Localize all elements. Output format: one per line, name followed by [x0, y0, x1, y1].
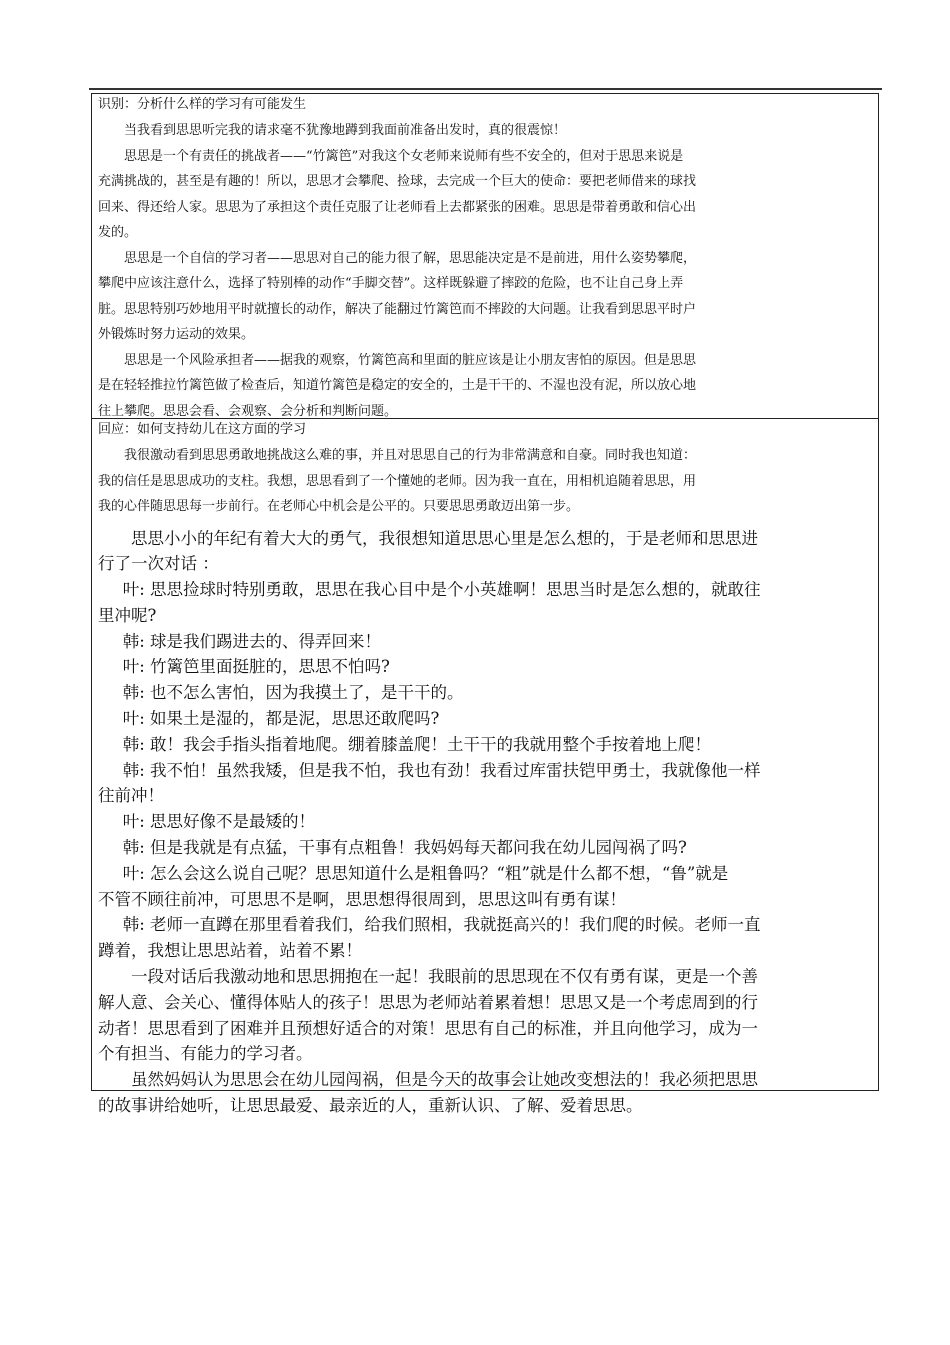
text-line: 虽然妈妈认为思思会在幼儿园闯祸，但是今天的故事会让她改变想法的！我必须把思思 — [131, 1070, 758, 1090]
respond-header: 回应：如何支持幼儿在这方面的学习 — [98, 422, 307, 437]
text-line: 我很激动看到思思勇敢地挑战这么难的事，并且对思思自己的行为非常满意和自豪。同时我也知道： — [124, 448, 697, 463]
text-line: 韩: 我不怕！虽然我矮，但是我不怕，我也有劲！我看过库雷扶铠甲勇士，我就像他一样 — [122, 760, 761, 780]
text-line: 里冲呢? — [98, 605, 157, 625]
text-line: 是在轻轻推拉竹篱笆做了检查后，知道竹篱笆是稳定的安全的，土是干干的、不湿也没有泥，所以放心地 — [98, 378, 697, 393]
text-line: 叶: 怎么会这么说自己呢？思思知道什么是粗鲁吗？“粗”就是什么都不想，“鲁”就是 — [122, 863, 729, 883]
text-line: 我的信任是思思成功的支柱。我想，思思看到了一个懂她的老师。因为我一直在，用相机追随着思思，用 — [98, 473, 697, 489]
text-line: 个有担当、有能力的学习者。 — [98, 1044, 313, 1064]
text-line: 韩: 但是我就是有点猛，干事有点粗鲁！我妈妈每天都问我在幼儿园闯祸了吗? — [122, 838, 687, 858]
text-line: 韩: 也不怎么害怕，因为我摸土了，是干干的。 — [122, 683, 464, 703]
text-line: 我的心伴随思思每一步前行。在老师心中机会是公平的。只要思思勇敢迈出第一步。 — [98, 499, 580, 514]
text-line: 往前冲！ — [98, 786, 164, 806]
text-line: 发的。 — [98, 225, 138, 240]
respond-dialogue — [92, 520, 878, 1119]
text-line: 充满挑战的，甚至是有趣的！所以，思思才会攀爬、捡球，去完成一个巨大的使命：要把老师借来的球找 — [98, 174, 697, 189]
text-line: 叶: 思思捡球时特别勇敢，思思在我心目中是个小英雄啊！思思当时是怎么想的，就敢往 — [122, 580, 761, 600]
text-line: 思思是一个自信的学习者——思思对自己的能力很了解，思思能决定是不是前进，用什么姿势攀爬， — [124, 250, 697, 266]
text-line: 的故事讲给她听，让思思最爱、最亲近的人，重新认识、了解、爱着思思。 — [98, 1096, 643, 1116]
top-rule — [89, 88, 882, 90]
text-line: 解人意、会关心、懂得体贴人的孩子！思思为老师站着累着想！思思又是一个考虑周到的行 — [98, 992, 758, 1012]
text-line: 脏。思思特别巧妙地用平时就擅长的动作，解决了能翻过竹篱笆而不摔跤的大问题。让我看到思思平时户 — [98, 301, 697, 317]
text-line: 行了一次对话 ： — [98, 554, 219, 574]
text-line: 思思是一个有责任的挑战者——“竹篱笆”对我这个女老师来说师有些不安全的，但对于思思来说是 — [124, 148, 684, 164]
recognize-section — [92, 94, 878, 419]
text-line: 叶: 竹篱笆里面挺脏的，思思不怕吗? — [122, 657, 390, 677]
text-line: 攀爬中应该注意什么，选择了特别棒的动作“手脚交替”。这样既躲避了摔跤的危险，也不让自己身上弄 — [98, 276, 684, 291]
text-line: 一段对话后我激动地和思思拥抱在一起！我眼前的思思现在不仅有勇有谋，更是一个善 — [131, 967, 758, 987]
text-line: 叶: 思思好像不是最矮的！ — [122, 812, 316, 832]
text-line: 回来、得还给人家。思思为了承担这个责任克服了让老师看上去都紧张的困难。思思是带着勇敢和信心出 — [98, 199, 697, 215]
respond-summary — [92, 439, 878, 520]
text-line: 叶: 如果土是湿的，都是泥，思思还敢爬吗? — [122, 709, 440, 729]
text-line: 韩: 球是我们踢进去的、得弄回来！ — [122, 631, 382, 651]
text-line: 韩: 敢！我会手指头指着地爬。绷着膝盖爬！土干干的我就用整个手按着地上爬！ — [122, 734, 712, 754]
text-line: 往上攀爬。思思会看、会观察、会分析和判断问题。 — [98, 403, 398, 419]
recognize-header: 识别：分析什么样的学习有可能发生 — [98, 97, 307, 112]
text-line: 当我看到思思听完我的请求毫不犹豫地蹲到我面前准备出发时，真的很震惊！ — [124, 123, 567, 138]
text-line: 外锻炼时努力运动的效果。 — [98, 327, 255, 342]
recognize-body — [92, 114, 878, 424]
respond-section — [92, 419, 878, 1116]
text-line: 蹲着，我想让思思站着，站着不累！ — [98, 941, 362, 961]
text-line: 韩: 老师一直蹲在那里看着我们，给我们照相，我就挺高兴的！我们爬的时候。老师一直 — [122, 915, 761, 935]
text-line: 不管不顾往前冲，可思思不是啊，思思想得很周到，思思这叫有勇有谋！ — [98, 889, 626, 909]
text-line: 思思是一个风险承担者——据我的观察，竹篱笆高和里面的脏应该是让小朋友害怕的原因。但是思思 — [124, 352, 697, 368]
text-line: 思思小小的年纪有着大大的勇气，我很想知道思思心里是怎么想的，于是老师和思思进 — [131, 528, 758, 548]
learning-story-table — [91, 93, 879, 1116]
text-line: 动者！思思看到了困难并且预想好适合的对策！思思有自己的标准，并且向他学习，成为一 — [98, 1018, 758, 1038]
